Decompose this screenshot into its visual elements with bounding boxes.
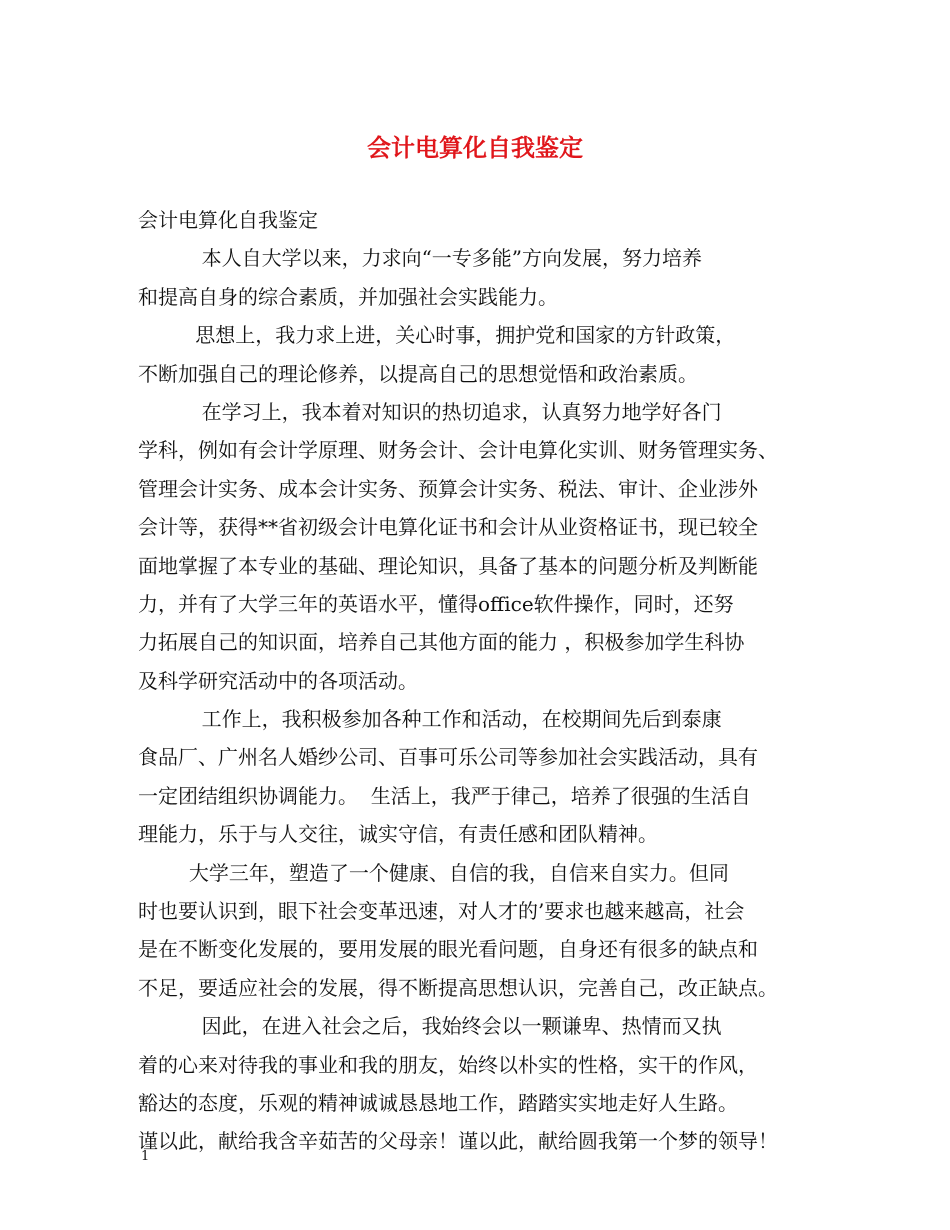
text-line: 及科学研究活动中的各项活动。 [138,668,418,693]
text-line: 本人自大学以来，力求向“一专多能”方向发展，努力培养 [138,246,703,271]
text-line: 因此，在进入社会之后，我始终会以一颗谦卑、热情而又执 [138,1014,722,1039]
text-line: 大学三年，塑造了一个健康、自信的我，自信来自实力。但同 [138,860,729,885]
document-title: 会计电算化自我鉴定 [367,133,583,162]
text-line: 力，并有了大学三年的英语水平，懂得office软件操作，同时，还努 [138,591,734,616]
text-line: 会计等，获得**省初级会计电算化证书和会计从业资格证书，现已较全 [138,515,758,540]
paragraph-work [138,700,828,854]
document-body [138,201,828,1161]
text-line: 理能力，乐于与人交往，诚实守信，有责任感和团队精神。 [138,822,658,847]
text-line: 和提高自身的综合素质，并加强社会实践能力。 [138,284,558,309]
paragraph-summary [138,854,828,1008]
text-line: 面地掌握了本专业的基础、理论知识，具备了基本的问题分析及判断能 [138,553,758,578]
text-line: 着的心来对待我的事业和我的朋友，始终以朴实的性格，实干的作风， [138,1052,758,1077]
text-line: 管理会计实务、成本会计实务、预算会计实务、税法、审计、企业涉外 [138,476,758,501]
text-line: 时也要认识到，眼下社会变革迅速，对人才的’要求也越来越高，社会 [138,899,745,924]
text-line: 力拓展自己的知识面，培养自己其他方面的能力 ，积极参加学生科协 [138,630,745,655]
text-line: 不足，要适应社会的发展，得不断提高思想认识，完善自己，改正缺点。 [138,975,778,1000]
text-line: 一定团结组织协调能力。 生活上，我严于律己，培养了很强的生活自 [138,783,751,808]
paragraph-ideology [138,316,828,393]
text-line: 在学习上，我本着对知识的热切追求，认真努力地学好各门 [138,399,722,424]
text-line: 学科，例如有会计学原理、财务会计、会计电算化实训、财务管理实务、 [138,438,778,463]
paragraph-heading-line [138,201,828,239]
paragraph-intro [138,239,828,316]
paragraph-future [138,1007,828,1161]
text-line: 食品厂、广州名人婚纱公司、百事可乐公司等参加社会实践活动，具有 [138,745,758,770]
text-line: 谨以此，献给我含辛茹苦的父母亲！谨以此，献给圆我第一个梦的领导！ [138,1129,778,1154]
text-line: 思想上，我力求上进，关心时事，拥护党和国家的方针政策， [138,323,736,348]
text-line: 豁达的态度，乐观的精神诚诚恳恳地工作，踏踏实实地走好人生路。 [138,1090,738,1115]
text-line: 会计电算化自我鉴定 [138,208,318,232]
text-line: 不断加强自己的理论修养，以提高自己的思想觉悟和政治素质。 [138,361,698,386]
page-number: 1 [141,1149,150,1164]
paragraph-study [138,393,828,700]
text-line: 工作上，我积极参加各种工作和活动，在校期间先后到泰康 [138,707,722,732]
text-line: 是在不断变化发展的，要用发展的眼光看问题，自身还有很多的缺点和 [138,937,758,962]
